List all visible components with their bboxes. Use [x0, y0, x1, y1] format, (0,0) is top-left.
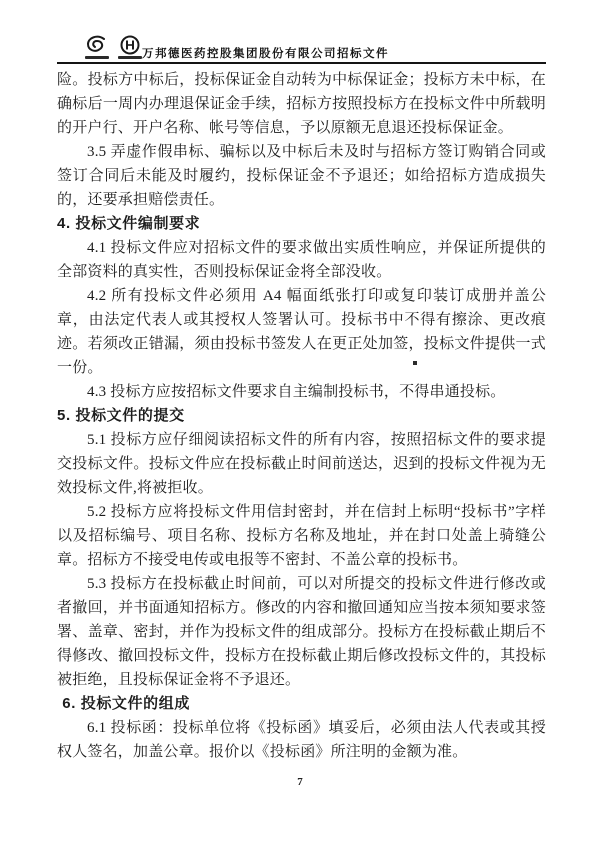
paragraph: 4.1 投标文件应对招标文件的要求做出实质性响应，并保证所提供的全部资料的真实性，否则投标保证金将全部没收。	[57, 240, 546, 280]
section-heading: 5. 投标文件的提交	[57, 407, 185, 424]
logo-caption-text	[85, 56, 109, 59]
logo-group	[84, 35, 142, 59]
document-body	[57, 68, 546, 764]
paragraph: 5.1 投标方应仔细阅读招标文件的所有内容，按照招标文件的要求提交投标文件。投标文件应在投标截止时间前送达，迟到的投标文件视为无效投标文件,将被拒收。	[57, 432, 546, 496]
paragraph: 6.1 投标函：投标单位将《投标函》填妥后，必须由法人代表或其授权人签名，加盖公章。报价以《投标函》所注明的金额为准。	[57, 720, 546, 760]
logo-caption-text	[118, 56, 142, 59]
header-rule	[57, 62, 546, 64]
section-heading: 6. 投标文件的组成	[62, 695, 190, 712]
scan-artifact-dot	[413, 361, 417, 365]
paragraph: 4.2 所有投标文件必须用 A4 幅面纸张打印或复印装订成册并盖公章，由法定代表人或其授权人签署认可。投标书中不得有擦涂、更改痕迹。若须改正错漏，须由投标书签发人在更正处加签，投标文件提供一式一份。	[57, 288, 546, 376]
paragraph: 3.5 弄虚作假串标、骗标以及中标后未及时与招标方签订购销合同或签订合同后未能及时履约，投标保证金不予退还；如给招标方造成损失的，还要承担赔偿责任。	[57, 144, 546, 208]
document-header	[0, 0, 600, 66]
swirl-emblem-icon	[84, 35, 110, 59]
paragraph: 5.2 投标方应将投标文件用信封密封，并在信封上标明“投标书”字样以及招标编号、项目名称、投标方名称及地址，并在封口处盖上骑缝公章。招标方不接受电传或电报等不密封、不盖公章的投标书。	[57, 504, 546, 568]
paragraph: 险。投标方中标后，投标保证金自动转为中标保证金；投标方未中标，在确标后一周内办理退保证金手续，招标方按照投标方在投标文件中所载明的开户行、开户名称、帐号等信息，予以原额无息退还投标保证金。	[57, 72, 546, 136]
paragraph: 4.3 投标方应按招标文件要求自主编制投标书，不得串通投标。	[87, 384, 506, 400]
header-title: 万邦德医药控股集团股份有限公司招标文件	[142, 48, 389, 60]
page-number: 7	[297, 776, 303, 788]
circled-h-emblem-icon	[118, 35, 142, 59]
paragraph: 5.3 投标方在投标截止时间前，可以对所提交的投标文件进行修改或者撤回，并书面通知招标方。修改的内容和撤回通知应当按本须知要求签署、盖章、密封，并作为投标文件的组成部分。投标方在投标截止期后不得修改、撤回投标文件，投标方在投标截止期后修改投标文件的，其投标被拒绝，且投标保证金将不予退还。	[57, 576, 546, 688]
section-heading: 4. 投标文件编制要求	[57, 215, 201, 232]
